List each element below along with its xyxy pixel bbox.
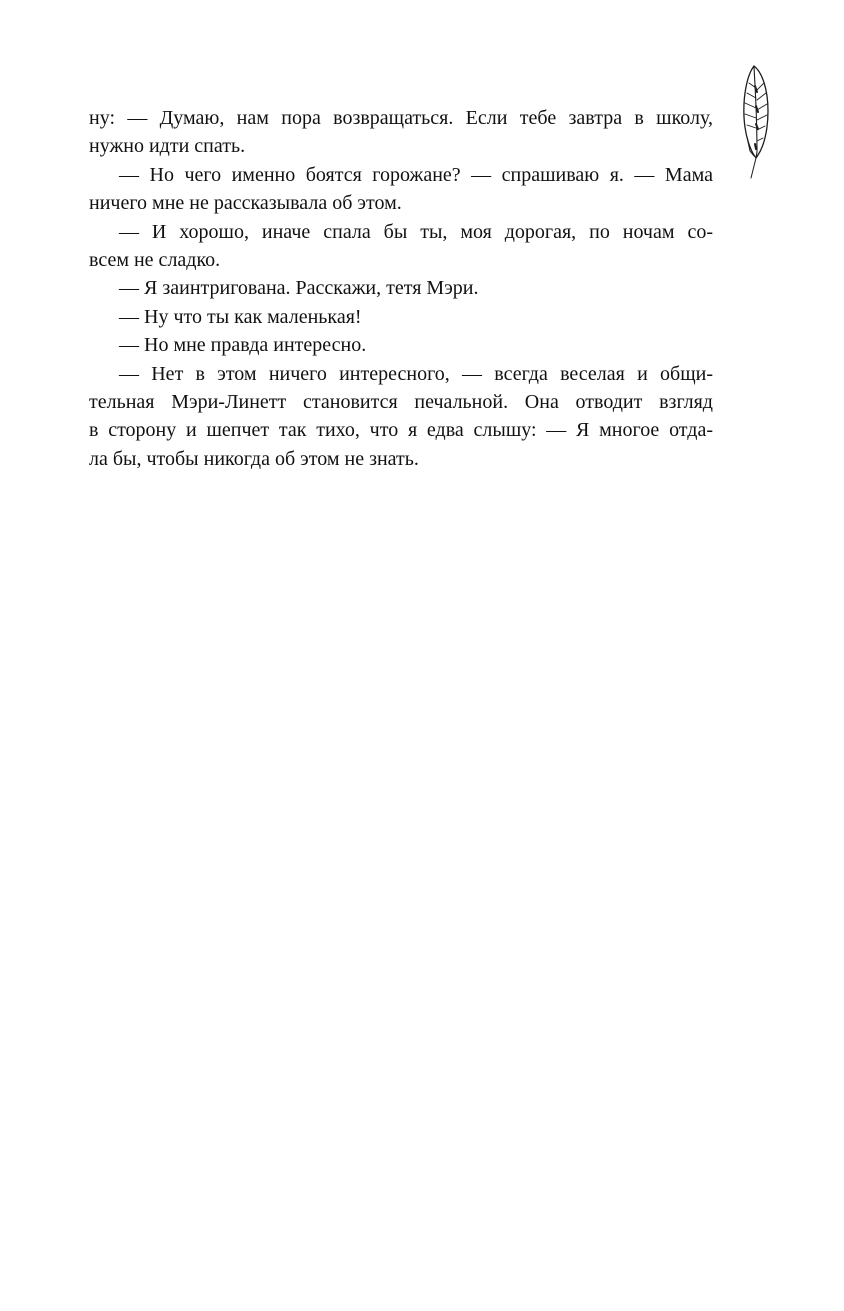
text-line: ну: — Думаю, нам пора возвращаться. Если тебе завтра в школу, bbox=[89, 107, 713, 129]
text-line: нужно идти спать. bbox=[89, 135, 246, 158]
text-line: — Ну что ты как маленькая! bbox=[119, 305, 362, 328]
text-line: — Но мне правда интересно. bbox=[119, 334, 367, 357]
page-text bbox=[89, 104, 713, 473]
text-line: ничего мне не рассказывала об этом. bbox=[89, 192, 402, 215]
text-line: — Но чего именно боятся горожане? — спрашиваю я. — Мама bbox=[119, 163, 713, 186]
text-line: тельная Мэри-Линетт становится печальной. Она отводит взгляд bbox=[89, 391, 713, 414]
text-line: всем не сладко. bbox=[89, 249, 221, 272]
text-line: — И хорошо, иначе спала бы ты, моя дорогая, по ночам со- bbox=[119, 220, 713, 243]
text-line: ла бы, чтобы никогда об этом не знать. bbox=[89, 447, 419, 470]
feather-quill-icon bbox=[737, 64, 775, 180]
text-line: в сторону и шепчет так тихо, что я едва слышу: — Я многое отда- bbox=[89, 419, 713, 442]
text-line: — Я заинтригована. Расскажи, тетя Мэри. bbox=[119, 277, 479, 300]
text-line: — Нет в этом ничего интересного, — всегда веселая и общи- bbox=[119, 362, 713, 385]
